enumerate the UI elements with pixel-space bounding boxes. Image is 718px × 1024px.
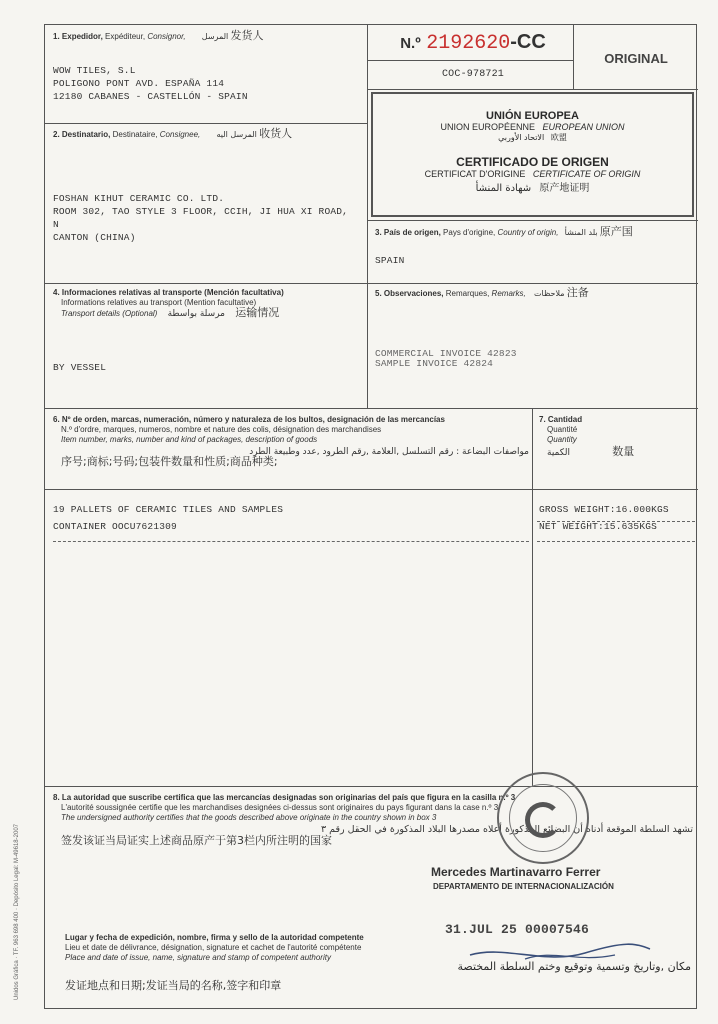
box-quantity-label: 7. Cantidad Quantité Quantity الكمية 数量 <box>539 415 635 458</box>
box-consignor-label: 1. Expedidor, Expéditeur, Consignor, المرسل 发货人 <box>53 29 264 42</box>
issue-date-stamp: 31.JUL 25 00007546 <box>445 922 590 937</box>
box-country-origin-label: 3. País de origen, Pays d'origine, Country of origin, بلد المنشأ 原产国 <box>375 225 633 238</box>
cert-title-es: CERTIFICADO DE ORIGEN <box>456 155 609 169</box>
box-country-origin <box>375 227 695 267</box>
consignee-line: N <box>53 219 59 230</box>
box-consignee-label: 2. Destinatario, Destinataire, Consignee, المرسل اليه 收货人 <box>53 127 293 140</box>
signer-name: Mercedes Martinavarro Ferrer <box>431 865 601 879</box>
signature-scribble <box>465 935 655 965</box>
box-remarks-label: 5. Observaciones, Remarques, Remarks, ملاحظات 注备 <box>375 286 589 299</box>
place-date-label: Lugar y fecha de expedición, nombre, firma y sello de la autoridad competente Lieu et date de délivrance, désignation, signature et cachet de l'autorité compétente Place and date of issue, name, signature and stamp of competent authority 发证地点和日期;发证当局的名称,签字和印章 <box>65 933 364 992</box>
consignee-address <box>53 192 363 244</box>
place-date-arabic: مكان ,وتاريخ وتسمية وتوقيع وختم السلطة المختصة <box>457 960 691 973</box>
eu-title-es: UNIÓN EUROPEA <box>486 110 579 122</box>
goods-line: 19 PALLETS OF CERAMIC TILES AND SAMPLES <box>53 504 284 515</box>
eu-title-ar-zh: الاتحاد الأوربي 欧盟 <box>498 133 567 142</box>
box-consignor <box>53 31 363 103</box>
eu-certificate-box <box>371 92 694 217</box>
transport-value: BY VESSEL <box>53 362 107 373</box>
printer-side-text: Unidos Gráfica · TF. 963 698 400 · Depósito Legal: M-49618-2007 <box>14 824 20 1000</box>
serial-number: N.º 2192620-CC <box>400 31 546 55</box>
consignor-line: 12180 CABANES - CASTELLÓN - SPAIN <box>53 91 248 102</box>
consignor-line: WOW TILES, S.L <box>53 65 136 76</box>
original-label: ORIGINAL <box>604 51 668 66</box>
certificate-frame <box>44 24 697 1009</box>
remarks-line: COMMERCIAL INVOICE 42823 <box>375 348 517 359</box>
goods-description <box>53 503 529 533</box>
consignee-line: CANTON (CHINA) <box>53 232 136 243</box>
consignor-line: POLIGONO PONT AVD. ESPAÑA 114 <box>53 78 225 89</box>
consignor-address <box>53 64 363 103</box>
box-authority: 8. La autoridad que suscribe certifica que las mercancías designadas son originarias del país que figura en la casilla n.º 3 L'autorité soussignée certifie que les marchandises designées ci-dessus sont originaires du pays figurant dans la case n.º 3 The undersigned authority certifies that the goods described above originate in the country shown in box 3 تشهد السلطة الموقعة أدناه أن البضائع المذكورة أعلاه مصدرها البلاد المذكورة في الحقل رقم ٣ 签发该证当局证实上述商品原产于第3栏内所注明的国家 <box>53 793 693 847</box>
coc-code: COC-978721 <box>441 69 504 80</box>
goods-line: CONTAINER OOCU7621309 <box>53 521 177 532</box>
remarks-values <box>375 347 695 370</box>
box-transport <box>53 288 363 374</box>
net-weight: NET WEIGHT:15.635KGS <box>539 521 658 532</box>
gross-weight: GROSS WEIGHT:16.000KGS <box>539 504 669 515</box>
box-transport-label: 4. Informaciones relativas al transporte (Mención facultativa) Informations relatives au transport (Mention facultative) Transport details (Optional) مرسلة بواسطة 运输情况 <box>53 288 284 319</box>
eu-title-fr-en: UNION EUROPÉENNE EUROPEAN UNION <box>440 122 625 132</box>
box-consignee <box>53 129 363 244</box>
consignee-line: ROOM 302, TAO STYLE 3 FLOOR, CCIH, JI HUA XI ROAD, <box>53 206 349 217</box>
signer-department: DEPARTAMENTO DE INTERNACIONALIZACIÓN <box>433 882 614 891</box>
box-remarks <box>375 288 695 370</box>
box-goods-label: 6. Nº de orden, marcas, numeración, número y naturaleza de los bultos, designación de las mercancías N.º d'ordre, marques, numeros, nombre et nature des colis, désignation des marchandises Item number, marks, number and kind of packages, description of goods مواصفات البضاعة : رقم التسلسل ,العلامة ,رقم الطرود ,عدد وطبيعة الطرد 序号;商标;号码;包装件数量和性质;商品种类; <box>53 415 529 468</box>
quantity-values <box>539 503 695 533</box>
cert-title-ar-zh: شهادة المنشأ 原产地证明 <box>475 183 590 194</box>
remarks-line: SAMPLE INVOICE 42824 <box>375 358 494 369</box>
country-origin-value: SPAIN <box>375 255 405 266</box>
cert-title-fr-en: CERTIFICAT D'ORIGINE CERTIFICATE OF ORIGIN <box>424 169 641 179</box>
chamber-seal-stamp <box>497 772 589 864</box>
consignee-line: FOSHAN KIHUT CERAMIC CO. LTD. <box>53 193 225 204</box>
